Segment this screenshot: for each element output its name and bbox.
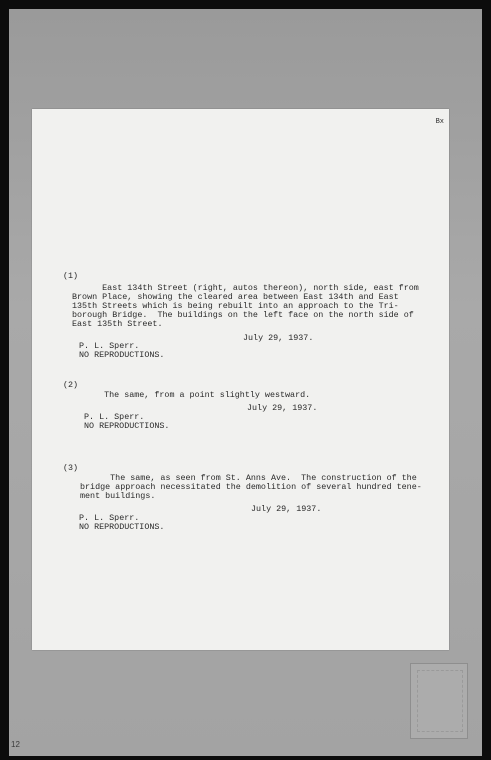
entry-description-line: The same, from a point slightly westward. <box>84 390 311 400</box>
entry-photographer: P. L. Sperr. <box>79 341 140 351</box>
entry-number: (1) <box>63 271 79 281</box>
entry-date: July 29, 1937. <box>247 403 318 413</box>
entry-number: (3) <box>63 463 79 473</box>
archive-stamp-border <box>417 670 463 732</box>
entry-photographer: P. L. Sperr. <box>84 412 145 422</box>
entry-restriction: NO REPRODUCTIONS. <box>79 522 165 532</box>
entry-number: (2) <box>63 380 79 390</box>
entry-description-line: The same, as seen from St. Anns Ave. The construction of the <box>80 473 417 483</box>
frame-number: 12 <box>11 740 20 749</box>
corner-mark: Bx <box>435 118 444 126</box>
archive-stamp <box>410 663 468 739</box>
entry-restriction: NO REPRODUCTIONS. <box>79 350 165 360</box>
entry-date: July 29, 1937. <box>243 333 314 343</box>
entry-date: July 29, 1937. <box>251 504 322 514</box>
entry-description-line: ment buildings. <box>80 491 156 501</box>
entry-description-line: Brown Place, showing the cleared area between East 134th and East <box>72 292 399 302</box>
entry-photographer: P. L. Sperr. <box>79 513 140 523</box>
entry-description-line: East 134th Street (right, autos thereon), north side, east from <box>72 283 419 293</box>
entry-description-line: bridge approach necessitated the demolition of several hundred tene- <box>80 482 422 492</box>
entry-restriction: NO REPRODUCTIONS. <box>84 421 170 431</box>
entry-description-line: East 135th Street. <box>72 319 163 329</box>
entry-description-line: borough Bridge. The buildings on the left face on the north side of <box>72 310 414 320</box>
entry-description-line: 135th Streets which is being rebuilt into an approach to the Tri- <box>72 301 399 311</box>
typed-caption-sheet <box>32 109 449 650</box>
